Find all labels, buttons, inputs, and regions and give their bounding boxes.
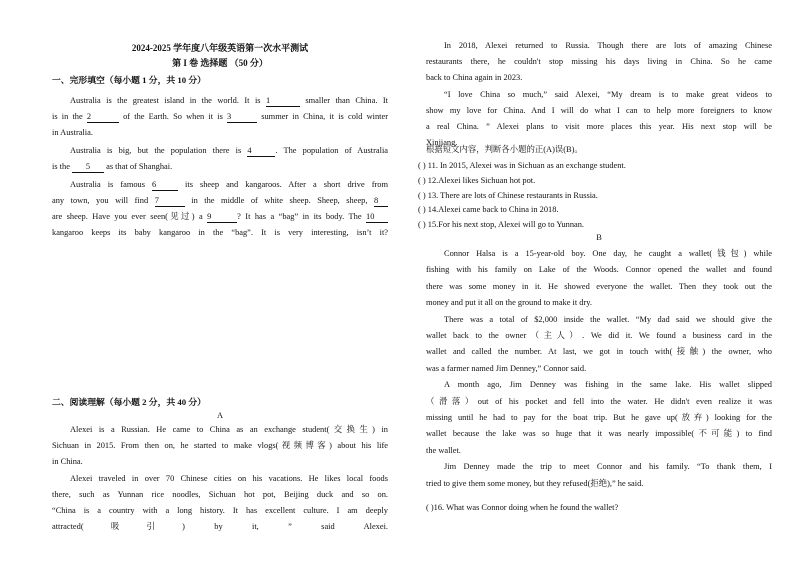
passage-text: ? It has a “bag” in its body. The — [237, 212, 366, 221]
passage-line: wallet back to the owner（主人）. We did it. We found a business card in the — [426, 331, 772, 340]
passage-line: In 2018, Alexei returned to Russia. Though there are lots of amazing Chinese — [444, 41, 772, 50]
passage-line: （滑落）out of his pocket and fell into the water. He didn't even realize it was — [426, 396, 772, 406]
passage-text: any town, you will find — [52, 196, 155, 205]
passage-line: Alexei is a Russian. He came to China as an exchange student(交换生) in — [70, 425, 388, 434]
tf-question[interactable]: ( ) 14.Alexei came back to China in 2018. — [418, 205, 559, 215]
passage-line — [52, 211, 388, 223]
passage-text: as that of Shanghai. — [104, 162, 173, 171]
passage-line — [52, 161, 388, 173]
section2-heading: 二、阅读理解（每小题 2 分，共 40 分） — [52, 397, 206, 407]
passage-line — [52, 145, 388, 157]
passage-text: smaller than China. It — [299, 96, 388, 105]
passage-line: Jim Denney made the trip to meet Connor and his family. “To thank them, I — [444, 462, 772, 472]
passage-line — [52, 111, 388, 123]
exam-subtitle: 第 I 卷 选择题 （50 分） — [172, 58, 268, 68]
answer-blank[interactable]: 10 — [366, 212, 388, 223]
passage-line — [52, 179, 388, 191]
passage-line: A month ago, Jim Denney was fishing in the same lake. His wallet slipped — [444, 380, 772, 390]
answer-blank[interactable]: 1 — [266, 96, 300, 107]
passage-line: Xinjiang. — [426, 138, 458, 148]
passage-line: wallet and called the number. At last, we got in touch with(接触) the owner, who — [426, 347, 772, 357]
passage-line: a real China. ” Alexei plans to visit more places this year. His next stop will be — [426, 122, 772, 131]
passage-text: of the Earth. So when it is — [118, 112, 228, 121]
passage-text: Australia is the greatest island in the world. It is — [70, 96, 266, 105]
passage-text: in Australia. — [52, 128, 93, 137]
answer-blank[interactable]: 4 — [247, 146, 275, 157]
passage-line: in China. — [52, 457, 83, 467]
passage-line: fishing with his family on Lake of the Woods. Connor opened the wallet and found — [426, 265, 772, 275]
answer-blank[interactable]: 8 — [374, 196, 388, 207]
passage-line: the wallet. — [426, 445, 461, 455]
passage-line: back to China again in 2023. — [426, 73, 523, 83]
passage-line — [52, 195, 388, 207]
passage-line: was a farmer named Jim Denney,” Connor said. — [426, 363, 587, 373]
answer-blank[interactable]: 5 — [72, 162, 104, 173]
passage-line — [52, 95, 388, 107]
passage-line: attracted(吸引) by it, ” said Alexei. — [52, 522, 388, 532]
passage-text: its sheep and kangaroos. After a short drive from — [178, 180, 388, 189]
passage-a-label: A — [216, 411, 224, 420]
passage-line: “I love China so much,” said Alexei, “My dream is to make great videos to — [444, 89, 772, 99]
passage-text: in the middle of white sheep. Sheep, sheep, — [184, 196, 374, 205]
answer-blank[interactable]: 2 — [87, 112, 119, 123]
passage-line: “China is a country with a long history. It has excellent culture. I am deeply — [52, 506, 388, 515]
passage-line: there was some money in it. He showed everyone the wallet. Then they took out the — [426, 281, 772, 291]
section1-heading: 一、完形填空（每小题 1 分，共 10 分） — [52, 75, 206, 85]
passage-text: Australia is famous — [70, 180, 153, 189]
passage-line: There was a total of $2,000 inside the wallet. “My dad said we should give the — [444, 314, 772, 324]
tf-question[interactable]: ( ) 12.Alexei likes Sichuan hot pot. — [418, 175, 536, 185]
passage-text: summer in China, it is cold winter — [257, 112, 388, 121]
answer-blank[interactable]: 7 — [155, 196, 185, 207]
passage-line: wallet because the lake was so huge that it was nearly impossible(不可能) to find — [426, 429, 772, 439]
tf-question[interactable]: ( ) 11. In 2015, Alexei was in Sichuan as an exchange student. — [418, 161, 626, 170]
tf-question[interactable]: ( ) 15.For his next stop, Alexei will go to Yunnan. — [418, 220, 585, 230]
passage-text: are sheep. Have you ever seen(见过) a — [52, 212, 208, 221]
tf-question[interactable]: ( ) 13. There are lots of Chinese restaurants in Russia. — [418, 190, 598, 200]
passage-text: is the — [52, 162, 73, 171]
passage-text: kangaroo keeps its baby kangaroo in the “bag”. It is very interesting, isn’t it? — [52, 228, 388, 237]
passage-text: is in the — [52, 112, 87, 121]
question-16: ( )16. What was Connor doing when he found the wallet? — [426, 503, 619, 512]
passage-line: restaurants there, he couldn't stop missing his days living in China. So he came — [426, 57, 772, 67]
answer-blank[interactable]: 3 — [227, 112, 257, 123]
passage-line: show my love for China. And I will do what I can to help more foreigners to know — [426, 105, 772, 115]
passage-line: money and put it all on the ground to make it dry. — [426, 298, 592, 308]
passage-line — [52, 127, 388, 139]
passage-line: missing until he had to pay for the boat trip. But he gave up(放弃) looking for the — [426, 413, 772, 422]
passage-line: there, such as Yunnan rice noodles, Sichuan hot pot, Beijing duck and so on. — [52, 489, 388, 499]
tf-instruction: 根据短文内容，判断各小题的正(A)误(B)。 — [426, 145, 583, 154]
passage-line: tried to give them some money, but they refused(拒绝),” he said. — [426, 478, 644, 488]
exam-title: 2024-2025 学年度八年级英语第一次水平测试 — [131, 43, 309, 53]
passage-text: . The population of Australia — [275, 146, 388, 155]
passage-line: Alexei traveled in over 70 Chinese cities on his vacations. He likes local foods — [70, 473, 388, 483]
answer-blank[interactable]: 6 — [152, 180, 178, 191]
passage-text: Australia is big, but the population there is — [70, 146, 248, 155]
answer-blank[interactable]: 9 — [207, 212, 237, 223]
passage-b-label: B — [596, 233, 602, 242]
passage-line: Connor Halsa is a 15-year-old boy. One day, he caught a wallet(钱包) while — [444, 249, 772, 258]
passage-line — [52, 227, 388, 239]
passage-line: Sichuan in 2015. From then on, he started to make vlogs(视频博客) about his life — [52, 441, 388, 451]
